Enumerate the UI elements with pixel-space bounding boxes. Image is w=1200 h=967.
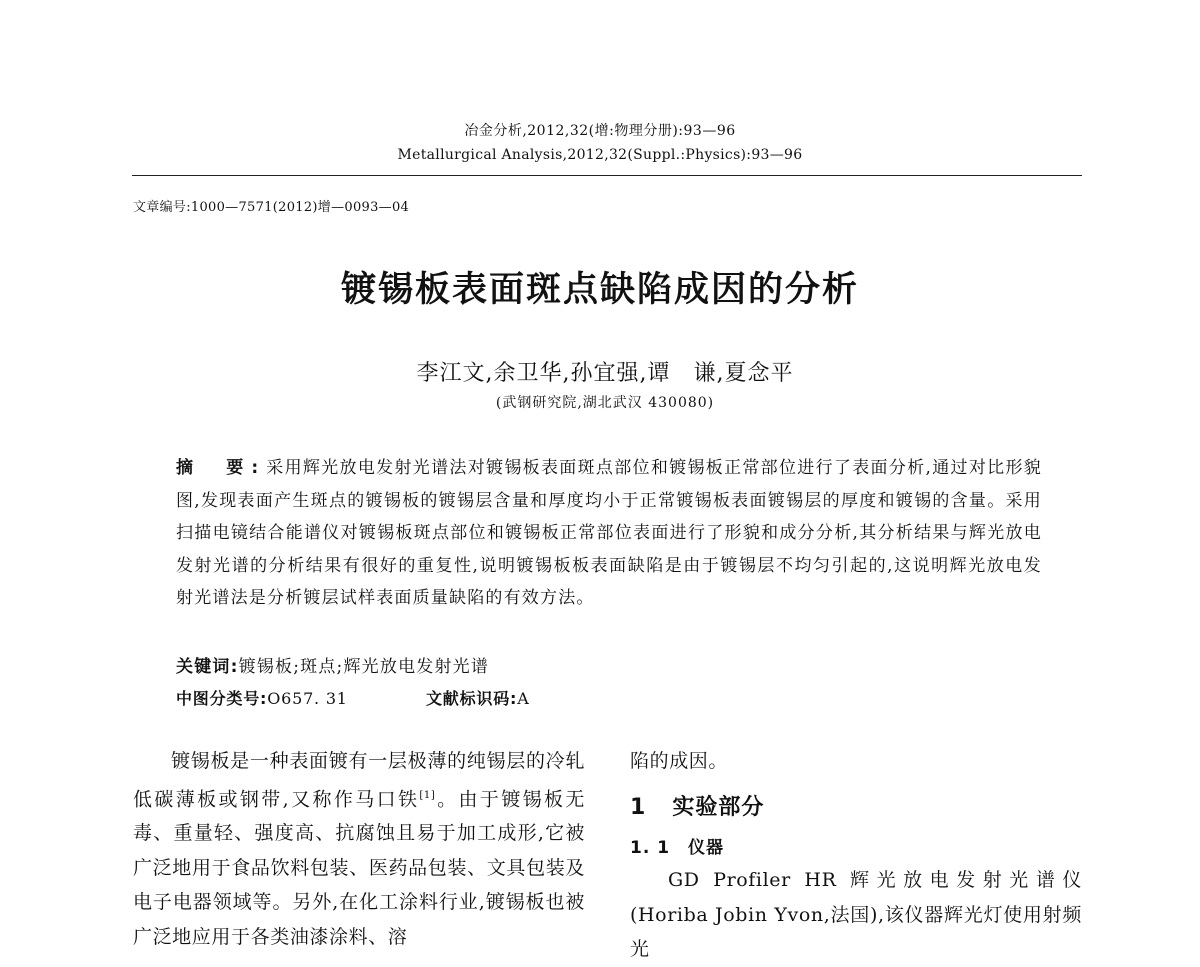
abstract	[176, 452, 1042, 615]
keywords-text: 镀锡板;斑点;辉光放电发射光谱	[238, 657, 490, 677]
paper-title: 镀锡板表面斑点缺陷成因的分析	[340, 270, 859, 310]
left-column	[133, 744, 585, 954]
abstract-label: 摘 要:	[176, 458, 267, 478]
intro-paragraph	[133, 744, 585, 954]
instrument-paragraph: GD Profiler HR 辉光放电发射光谱仪(Horiba Jobin Yvon,法国),该仪器辉光灯使用射频光	[630, 869, 1082, 960]
keywords-label: 关键词:	[176, 657, 239, 677]
section-heading	[630, 791, 1082, 826]
clc-label: 中图分类号:	[176, 689, 268, 708]
doc-code-value: A	[517, 689, 530, 708]
subsection-heading	[630, 833, 1082, 863]
affiliation: (武钢研究院,湖北武汉 430080)	[495, 395, 715, 411]
doc-code	[426, 686, 530, 709]
abstract-text: 采用辉光放电发射光谱法对镀锡板表面斑点部位和镀锡板正常部位进行了表面分析,通过对比形貌图,发现表面产生斑点的镀锡板的镀锡层含量和厚度均小于正常镀锡板表面镀锡层的厚度和镀锡的含量。采用扫描电镜结合能谱仪对镀锡板斑点部位和镀锡板正常部位表面进行了形貌和成分分析,其分析结果与辉光放电发射光谱的分析结果有很好的重复性,说明镀锡板板表面缺陷是由于镀锡层不均匀引起的,这说明辉光放电发射光谱法是分析镀层试样表面质量缺陷的有效方法。	[176, 458, 1042, 609]
header-rule	[132, 175, 1082, 176]
right-column	[630, 744, 1082, 967]
doc-code-label: 文献标识码:	[426, 689, 518, 708]
journal-citation-en: Metallurgical Analysis,2012,32(Suppl.:Physics):93—96	[397, 147, 803, 163]
intro-text: 镀锡板是一种表面镀有一层极薄的纯锡层的冷轧低碳薄板或钢带,又称作马口铁	[133, 750, 585, 810]
subsection-title: 仪器	[688, 838, 725, 858]
author-list: 李江文,余卫华,孙宜强,谭 谦,夏念平	[416, 361, 794, 386]
clc-value: O657. 31	[267, 689, 348, 708]
intro-text-cont: 。由于镀锡板无毒、重量轻、强度高、抗腐蚀且易于加工成形,它被广泛地用于食品饮料包装、医药品包装、文具包装及电子电器领域等。另外,在化工涂料行业,镀锡板也被广泛地应用于各类油漆涂料、溶	[133, 787, 585, 948]
journal-citation-cn: 冶金分析,2012,32(增:物理分册):93—96	[464, 123, 736, 139]
section-title: 实验部分	[672, 794, 765, 820]
classification-line	[176, 686, 676, 710]
continued-text: 陷的成因。	[630, 750, 729, 772]
subsection-number: 1. 1	[630, 838, 671, 858]
section-number: 1	[630, 794, 647, 820]
article-id: 文章编号:1000—7571(2012)增—0093—04	[133, 200, 410, 215]
reference-1: [1]	[419, 789, 436, 801]
keywords	[176, 652, 489, 677]
